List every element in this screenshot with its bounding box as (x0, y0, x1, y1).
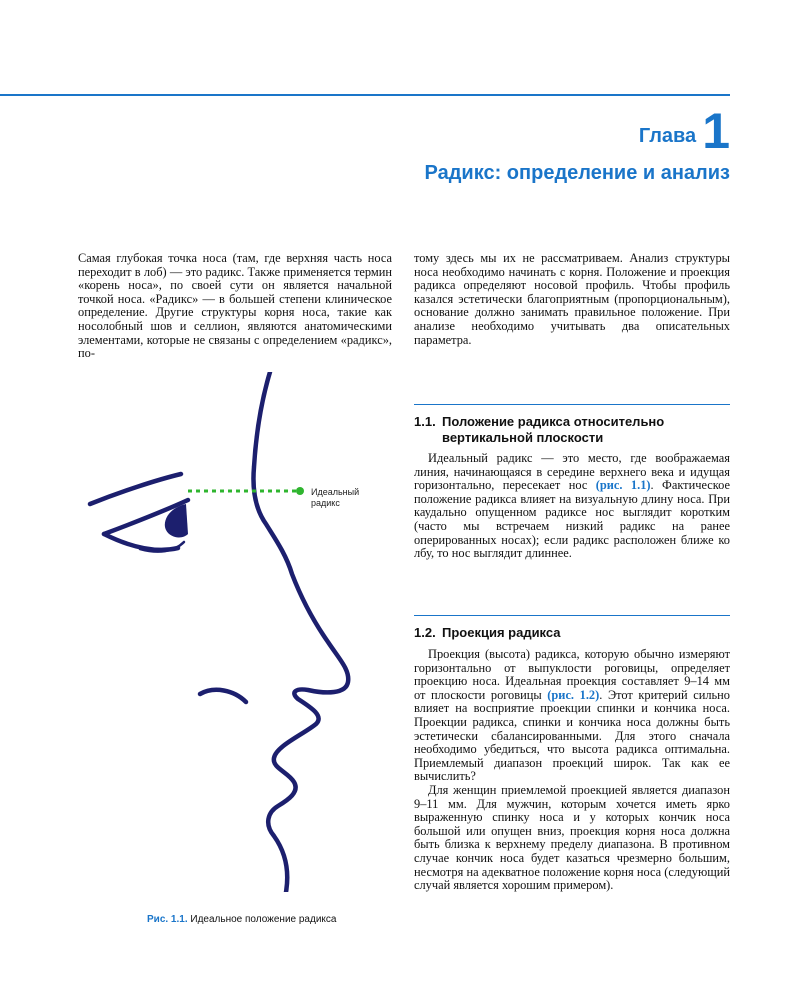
intro-left-text: Самая глубокая точка носа (там, где верхняя часть носа переходит в лоб) — это радикс. Также применяется термин «корень носа», по своей сути он является начальной точкой носа. «Радикс» — в большей степени клиническое определение. Другие структуры корня носа, такие как носолобный шов и селлион, являются анатомическими элементами, которые не связаны с определением «радикс», по- (78, 251, 392, 361)
ideal-radix-label-line1: Идеальный (311, 487, 360, 497)
section2-heading (414, 625, 730, 641)
ideal-radix-point (296, 487, 304, 495)
fig-1-2-link[interactable]: (рис. 1.2) (547, 687, 600, 702)
intro-right-text: тому здесь мы их не рассматриваем. Анализ структуры носа необходимо начинать с корня. Положение и проекция радикса определяют носовой профиль. Чтобы профиль казался эстетически благоприятным (пропорциональным), основание должно занимать правильное положение. При анализе необходимо учитывать два описательных параметра. (414, 251, 730, 347)
section2-text-a: Проекция (высота) радикса, которую обычно измеряют горизонтально от выпуклости роговицы, определяет проекцию носа. Идеальная проекция составляет 9–14 мм от плоскости роговицы (414, 647, 730, 702)
section1-text-a: Идеальный радикс — это место, где воображаемая линия, начинающаяся в середине верхнего века и идущая горизонтально, пересекает нос (414, 451, 730, 493)
section2-paragraph-1 (414, 648, 730, 784)
section2-number: 1.2. (414, 625, 436, 640)
top-rule (0, 94, 730, 96)
eyebrow-line (90, 474, 181, 504)
profile-illustration (78, 372, 398, 892)
section1-paragraph (414, 452, 730, 561)
section2-paragraph-2: Для женщин приемлемой проекцией является диапазон 9–11 мм. Для мужчин, которым хочется иметь ярко выраженную спинку носа и у которых кончик носа большой или опущен вниз, проекция корня носа должна быть близка к верхнему пределу диапазона. В противном случае кончик носа будет казаться чрезмерно большим, несмотря на адекватное положение корня носа (следующий случай является хорошим примером). (414, 782, 730, 893)
chapter-heading (638, 103, 730, 159)
chapter-title: Радикс: определение и анализ (424, 162, 730, 184)
chapter-number: 1 (702, 103, 730, 159)
eye-lower-lid (104, 534, 178, 550)
face-profile-line (254, 372, 349, 892)
section1-text-b: . Фактическое положение радикса влияет на визуальную длину носа. При каудально опущенном радиксе нос выглядит коротким (часто мы встречаем низкий радикс на ранее оперированных носах); если радикс расположен ближе ко лбу, то нос выглядит длиннее. (414, 478, 730, 561)
nostril-line (200, 690, 246, 702)
chapter-word: Глава (638, 125, 697, 147)
figure-caption-label: Рис. 1.1. (147, 914, 188, 925)
ideal-radix-label-line2: радикс (311, 498, 340, 508)
section1-rule (414, 404, 730, 405)
section2-rule (414, 615, 730, 616)
figure-caption-text: Идеальное положение радикса (190, 914, 337, 925)
section2-body (414, 648, 730, 893)
intro-right-column (414, 252, 730, 347)
section1-title-line1: Положение радикса относительно (442, 414, 665, 429)
section1-heading (414, 414, 730, 446)
fig-1-1-link[interactable]: (рис. 1.1) (595, 478, 651, 493)
ideal-radix-label (311, 487, 359, 509)
section1-title-line2: вертикальной плоскости (442, 430, 604, 445)
section1-number: 1.1. (414, 414, 436, 429)
intro-left-column (78, 252, 392, 361)
section1-body (414, 452, 730, 561)
section2-text-b: . Этот критерий сильно влияет на восприятие проекции спинки и кончика носа. Проекции радикса, спинки и кончика носа должны быть эстетически сбалансированными. Для этого сначала необходимо убедиться, что высота радикса оптимальна. Приемлемый диапазон проекций широк. Так как ее вычислить? (414, 687, 731, 784)
section2-title: Проекция радикса (442, 625, 561, 640)
figure-caption (147, 914, 336, 925)
